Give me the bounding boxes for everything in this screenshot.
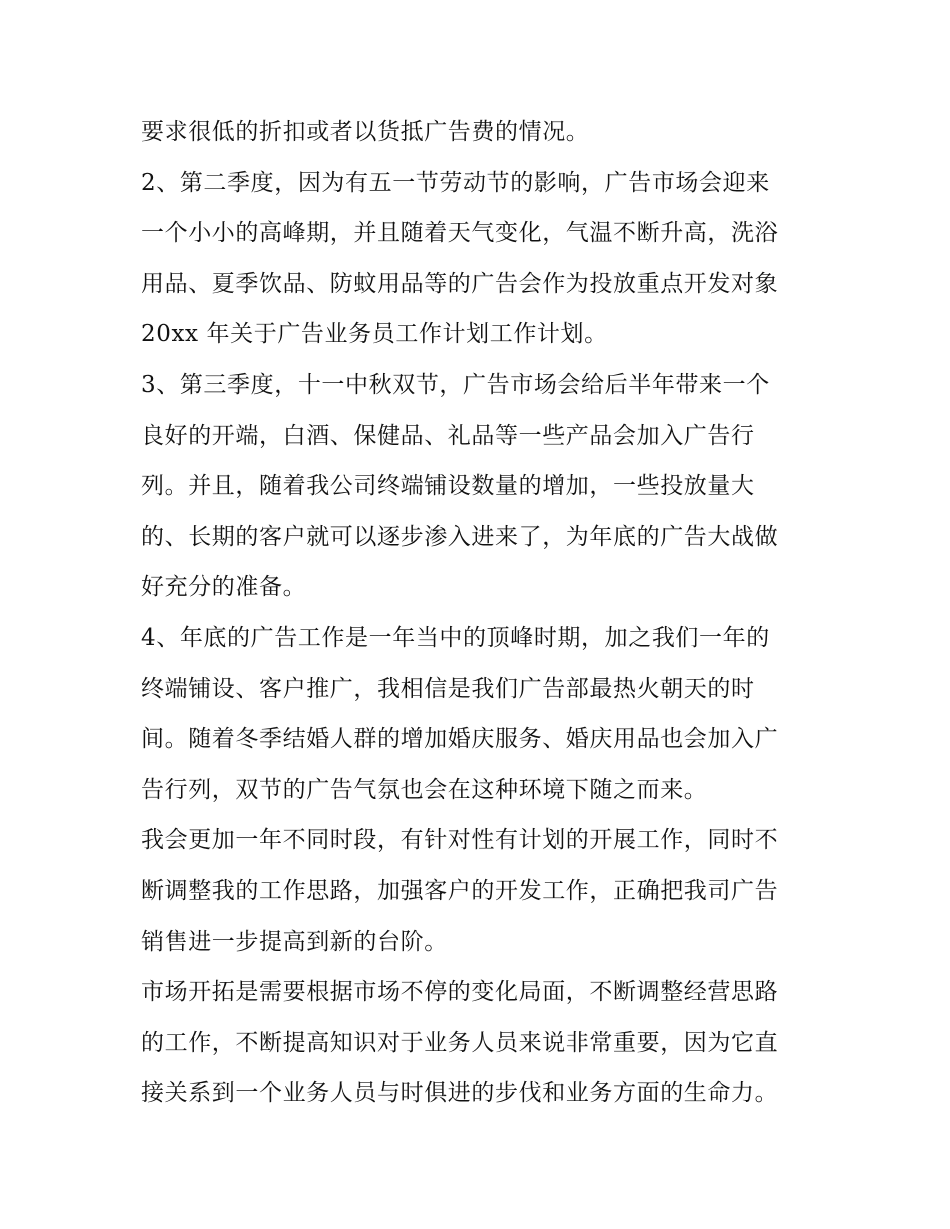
text-line-9: 的、长期的客户就可以逐步渗入进来了，为年底的广告大战做 [141, 523, 779, 550]
text-line-14: 告行列，双节的广告气氛也会在这种环境下随之而来。 [141, 776, 708, 803]
text-line-1: 要求很低的折扣或者以货抵广告费的情况。 [141, 119, 590, 145]
text-line-16: 断调整我的工作思路，加强客户的开发工作，正确把我司广告 [141, 877, 779, 904]
text-line-5: 20xx 年关于广告业务员工作计划工作计划。 [141, 321, 608, 348]
text-line-19: 的工作，不断提高知识对于业务人员来说非常重要，因为它直 [141, 1029, 779, 1056]
text-line-20: 接关系到一个业务人员与时俱进的步伐和业务方面的生命力。 [141, 1080, 779, 1107]
text-line-18: 市场开拓是需要根据市场不停的变化局面，不断调整经营思路 [141, 979, 779, 1006]
text-line-13: 间。随着冬季结婚人群的增加婚庆服务、婚庆用品也会加入广 [141, 726, 779, 753]
text-line-6: 3、第三季度，十一中秋双节，广告市场会给后半年带来一个 [141, 371, 770, 398]
text-line-7: 良好的开端，白酒、保健品、礼品等一些产品会加入广告行 [141, 422, 755, 449]
document-body [141, 107, 821, 1119]
text-line-11: 4、年底的广告工作是一年当中的顶峰时期，加之我们一年的 [141, 624, 770, 651]
text-line-3: 一个小小的高峰期，并且随着天气变化，气温不断升高，洗浴 [141, 220, 779, 247]
text-line-8: 列。并且，随着我公司终端铺设数量的增加，一些投放量大 [141, 473, 755, 500]
text-line-2: 2、第二季度，因为有五一节劳动节的影响，广告市场会迎来 [141, 169, 770, 196]
text-line-15: 我会更加一年不同时段，有针对性有计划的开展工作，同时不 [141, 827, 779, 854]
text-line-17: 销售进一步提高到新的台阶。 [141, 928, 448, 955]
text-line-12: 终端铺设、客户推广，我相信是我们广告部最热火朝天的时 [141, 675, 755, 702]
text-line-10: 好充分的准备。 [141, 574, 307, 601]
text-line-4: 用品、夏季饮品、防蚊用品等的广告会作为投放重点开发对象 [141, 270, 779, 297]
